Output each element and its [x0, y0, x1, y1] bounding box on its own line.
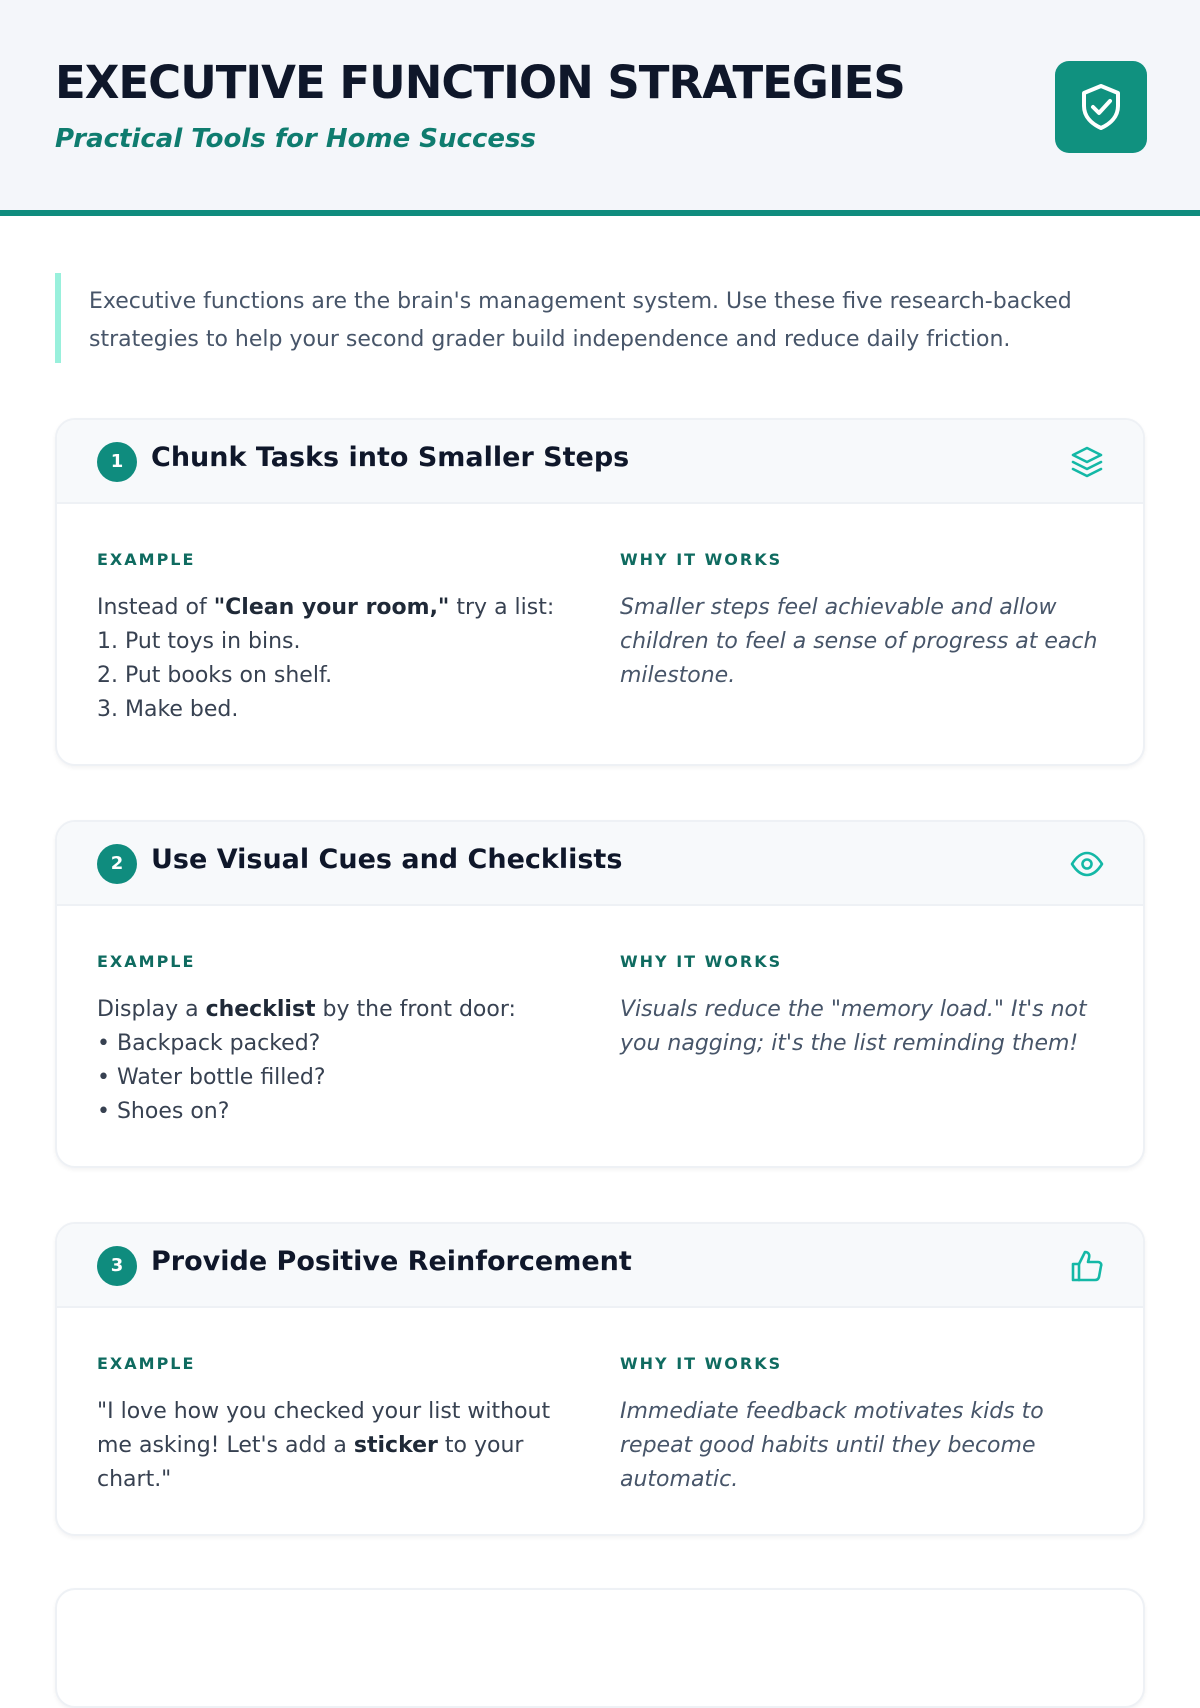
intro-text: Executive functions are the brain's management system. Use these five research-backed strategies to help your second grader build independence and reduce daily friction. [55, 273, 1145, 363]
strategy-card-header [57, 1224, 1143, 1308]
strategy-number: 2 [97, 844, 137, 884]
why-label: WHY IT WORKS [620, 1354, 783, 1373]
eye-icon [1069, 846, 1105, 882]
page-subtitle: Practical Tools for Home Success [55, 124, 536, 154]
example-column [97, 952, 567, 1129]
page-title: EXECUTIVE FUNCTION STRATEGIES [55, 56, 905, 109]
example-column [97, 1354, 567, 1497]
why-column [620, 550, 1110, 693]
why-label: WHY IT WORKS [620, 952, 783, 971]
example-label: EXAMPLE [97, 952, 196, 971]
example-label: EXAMPLE [97, 550, 196, 569]
strategy-card [55, 1222, 1145, 1536]
thumbs-up-icon [1069, 1248, 1105, 1284]
example-text: Display a checklist by the front door: • Backpack packed? • Water bottle filled? • Shoes on? [97, 997, 516, 1124]
strategy-card-header [57, 822, 1143, 906]
strategy-card [55, 418, 1145, 766]
strategy-title: Use Visual Cues and Checklists [151, 844, 623, 875]
strategy-title: Chunk Tasks into Smaller Steps [151, 442, 630, 473]
example-label: EXAMPLE [97, 1354, 196, 1373]
why-text: Immediate feedback motivates kids to repeat good habits until they become automatic. [620, 1399, 1044, 1492]
strategy-card [55, 1588, 1145, 1708]
strategy-card-header [57, 420, 1143, 504]
why-column [620, 1354, 1110, 1497]
layers-icon [1069, 444, 1105, 480]
shield-check-icon [1055, 61, 1147, 153]
example-column [97, 550, 567, 727]
example-text: "I love how you checked your list without me asking! Let's add a sticker to your chart." [97, 1399, 551, 1492]
why-label: WHY IT WORKS [620, 550, 783, 569]
page-header [0, 0, 1200, 216]
strategy-title: Provide Positive Reinforcement [151, 1246, 632, 1277]
strategy-number: 3 [97, 1246, 137, 1286]
example-text: Instead of "Clean your room," try a list: 1. Put toys in bins. 2. Put books on shelf. 3. Make bed. [97, 595, 555, 722]
why-text: Smaller steps feel achievable and allow children to feel a sense of progress at each milestone. [620, 595, 1098, 688]
why-text: Visuals reduce the "memory load." It's not you nagging; it's the list reminding them! [620, 997, 1087, 1056]
strategy-card [55, 820, 1145, 1168]
strategy-number: 1 [97, 442, 137, 482]
why-column [620, 952, 1110, 1061]
